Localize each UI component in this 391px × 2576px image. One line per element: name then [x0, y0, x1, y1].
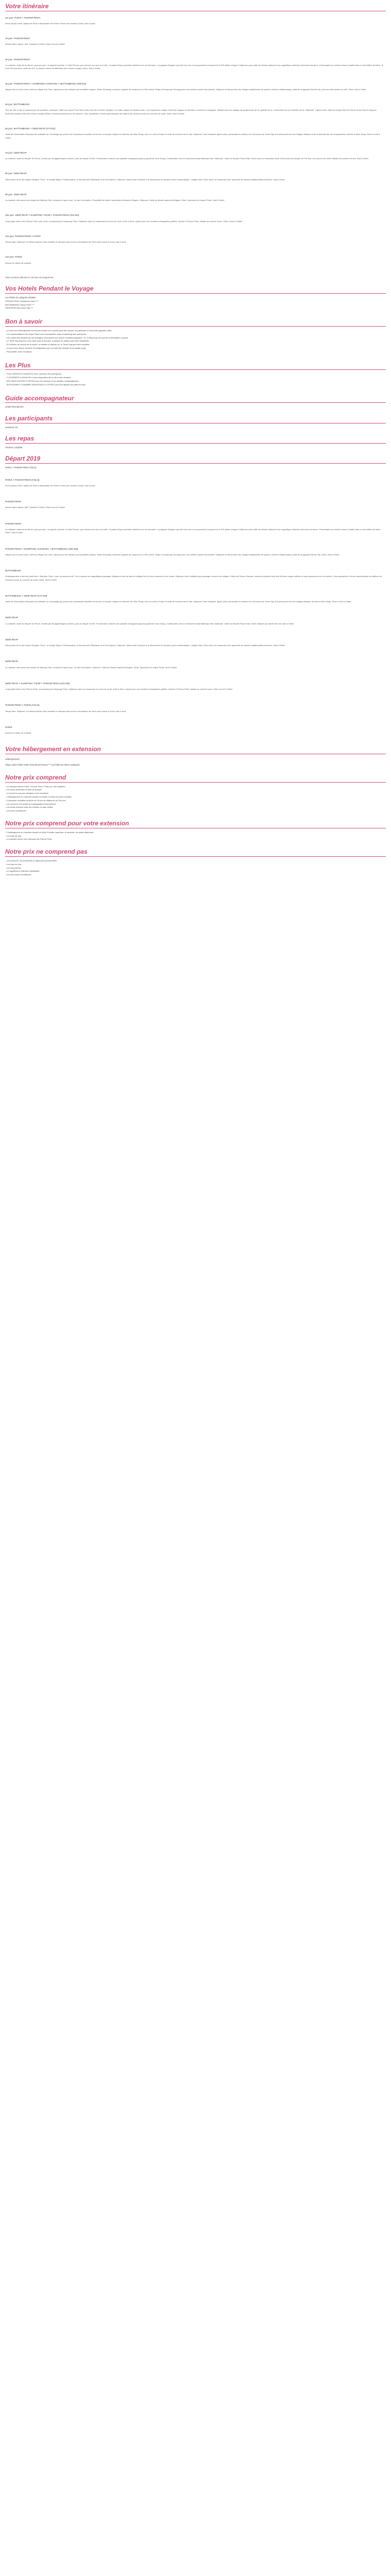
departure-day-title: PARIS: [5, 725, 12, 728]
itinerary-day: [5, 193, 386, 202]
itinerary-day: [5, 255, 386, 265]
good-to-know-item: - En fonction du niveau de la rivière, la balade en bateau sur le Tonlé Sap peut être modifiée.: [5, 343, 90, 346]
departure-day-text: Envol depuis Paris, départ de Paris à destination de Phnom Penh avec escale à Doha. Nuit à bord.: [5, 484, 96, 487]
good-to-know-item: - Le choix de l'hébergement est souvent limité et le confort peut être simple, en particulier à l'écart des grandes villes.: [5, 329, 112, 332]
day-title: 1er jour: PARIS > PHNOM PENH: [5, 16, 40, 19]
day-title: 2e jour: PHNOM PENH: [5, 37, 30, 40]
good-to-know-item: - Les visites des temples du site d'Angkor nécessitent une bonne condition physique : il y a beaucoup de marche et d'escaliers à gravir.: [5, 336, 129, 339]
departure-day-text: La matinée, découverte du temple de Banteay Srei, construit en grès rose. Un site d'exception. Déjeuner. Visite du Musée national d'Angkor. Dîner. Spectacle du cirque Phare. Nuit à l'hôtel.: [5, 666, 177, 669]
departure-day: [5, 500, 386, 510]
price-extension-list: [5, 831, 386, 841]
departure-day-text: Temps libre. Déjeuner. En début d'après-midi, transfert à l'aéroport puis envol à destination de Paris avec transit à Doha. Nuit à bord.: [5, 709, 126, 713]
plus-title: Les Plus: [5, 362, 386, 370]
departure-day-text: Embarquement à bord du petit train « Bamboo Train » pour un parcours de 7 km à travers de magnifiques paysages. Balade en tuk-tuk dans le village Kim Kol pour observer la vie rurale. Déjeuner chez l'habitant puis passage à travers les villages. Visite de Phnom Sampov, ancienne position forte des Khmers rouges offrant un beau panorama sur les rizières. Vous assisterez à l'envol spectaculaire de millions de chauves-souris au coucher du soleil. Dîner. Nuit à l'hôtel.: [5, 575, 382, 581]
day-text: La matinée, visite du temple Ta Phrom, envahi par de gigantesques racines, puis du temple Ta Nei. Promenade à travers une paisible campagne jusqu'au grand lac Sras Srang. Continuation vers le charmant temple Banteay Kdei. Déjeuner. Visite du temple Preah Khan. Dîner dans un restaurant local. Découverte du temple de Pre Rup. Au coucher du soleil. Balade au marché de nuit. Nuit à l'hôtel.: [5, 157, 369, 160]
good-to-know-section: [5, 318, 386, 353]
itinerary-day: [5, 172, 386, 181]
price-excludes-list: [5, 859, 386, 877]
departure-day-title: PHNOM PENH > KOMPONG CHHNANG > BATTAMBANG (290 KM): [5, 547, 78, 550]
departure-day: [5, 594, 386, 604]
good-to-know-title: Bon à savoir: [5, 318, 386, 327]
itinerary-day: [5, 16, 386, 26]
plus-item: - TOUS DÉPARTS GARANTIS avec minimum de participants.: [5, 372, 62, 376]
price-extension-item: - Le transfert retour vers l'aéroport de Phnom Penh.: [5, 838, 53, 841]
itinerary-section: [5, 3, 386, 279]
guide-title: Guide accompagnateur: [5, 395, 386, 403]
plus-item: - DES RENCONTRES FORTES avec les artisans et les familles cambodgiennes.: [5, 379, 79, 382]
price-includes-item: - Les services d'un guide accompagnateur francophone.: [5, 802, 57, 805]
departure-day: [5, 682, 386, 691]
extension-hotel-text: Séjour dans l'hôtel Hotel Chris Beach Resort *** (ou hôtel de même catégorie): [5, 764, 80, 767]
day-title: 6e jour: BATTAMBANG > SIEM REAP (173 km): [5, 127, 56, 130]
departure-day: [5, 522, 386, 535]
price-excludes-item: - Les boissons, les pourboires et dépenses personnelles.: [5, 859, 57, 862]
price-includes-item: - La pension complète du dîner du 2e jour au déjeuner du 11e jour.: [5, 799, 67, 802]
departure-day-title: SIEM REAP: [5, 638, 19, 641]
itinerary-day: [5, 82, 386, 92]
price-extension-item: - Les frais de visa.: [5, 834, 22, 837]
meals-text: Pension complète.: [5, 446, 23, 449]
hotels-list: [5, 300, 386, 310]
hotels-title: Vos Hotels Pendant le Voyage: [5, 285, 386, 294]
day-title: 9e jour: SIEM REAP: [5, 193, 27, 196]
day-text: Visite de l'Association française de solidarité au Cambodge qui permet de nombreuses familles de trouver un emploi. Départ en direction de Siem Reap, avec un arrêt à Psaut et visite de la ferme de la Soie. Déjeuner chez l'habitant. Après-midi, promenade en bateau sur l'immense lac Tonlé Sap à la découverte de ses villages flottants et de la diversité de ses écosystèmes. Arrivée à Siem Reap. Dîner et nuit à l'hôtel.: [5, 133, 380, 139]
departure-day: [5, 659, 386, 669]
day-text: Long trajet retour vers Phnom Penh avec arrêt, en passant par Kampong Thom. Déjeuner dans un restaurant en cours de route. Arrêt à Skun, réputé pour ses vendeurs d'araignées grillées. Arrivée à Phnom Penh, balade au marché russe. Dîner et nuit à l'hôtel.: [5, 219, 243, 223]
price-includes-section: [5, 774, 386, 813]
day-text: Tour de ville à vélo en passant par les quartiers coloniaux. Visite du marché Psar Nat et des rives de la rivière Sangker. Le matin, départ en bamboo train : une expérience unique à bord de wagons en bambou à travers la campagne. Balade dans les villages de producteurs de riz, galette de riz, vermicelles de riz et feuilles de riz. Déjeuner. L'après-midi, visite du temple Wat Ek Phnom et de Phnom Sampov, ancienne position forte des Khmers rouges offrant un beau panorama sur les rizières. Vous assisterez à l'envol spectaculaire de millions de chauves-souris au coucher du soleil. Dîner. Nuit à l'hôtel.: [5, 109, 377, 115]
plus-list: [5, 372, 386, 386]
extension-hotel-title: Votre hébergement en extension: [5, 746, 386, 754]
itinerary-day: [5, 151, 386, 161]
price-includes-item: - Le circuit en autocar climatisé et les transferts.: [5, 792, 49, 795]
day-title: 8e jour: SIEM REAP: [5, 172, 27, 175]
departure-title: Départ 2019: [5, 455, 386, 464]
departure-day-title: SIEM REAP: [5, 616, 19, 619]
departure-day-title: PARIS > PHNOM PENH (VOLS): [5, 478, 40, 481]
plus-item: - SUPPLÉMENT CHAMBRE INDIVIDUELLE OFFERT pour les départs de juillet et août.: [5, 383, 86, 386]
departure-day-text: La matinée, visite du temple Ta Phrom, envahi par de gigantesques racines, puis du temple Ta Nei. Promenade à travers une paisible campagne jusqu'au grand lac Sras Srang. Continuation vers le charmant temple Banteay Kdei. Déjeuner. Visite du temple Preah Khan. Dîner. Balade au marché de nuit. Nuit à l'hôtel.: [5, 622, 295, 625]
departure-day: [5, 547, 386, 557]
participants-title: Les participants: [5, 415, 386, 423]
price-excludes-item: - Le supplément chambre individuelle.: [5, 870, 40, 873]
good-to-know-item: - Le port d'une tenue correcte est obligatoire pour la visite des temples et du palais royal.: [5, 346, 87, 349]
departure-day-text: Visite de l'Association française de solidarité au Cambodge qui permet de nombreuses familles de trouver un emploi. Départ en direction de Siem Reap, avec un arrêt à Psaut et visite de la ferme de la Soie. Déjeuner chez l'habitant. Après-midi, promenade en bateau sur l'immense lac Tonlé Sap à la découverte de ses villages flottants. Arrivée à Siem Reap. Dîner et nuit à l'hôtel.: [5, 600, 352, 603]
day-title: 7e jour: SIEM REAP: [5, 151, 27, 154]
extension-hotel-section: [5, 746, 386, 767]
page: [0, 0, 391, 887]
day-title: 11e jour: PHNOM PENH > PARIS: [5, 234, 41, 238]
guide-text: Guide francophone.: [5, 405, 24, 409]
price-excludes-item: - Les assurances.: [5, 866, 22, 869]
departure-route: PARIS > PHNOM PENH (VOLS): [5, 466, 37, 469]
extension-hotel-subtitle: Hébergement: [5, 758, 20, 761]
departure-day-text: Arrivée dans l'après-midi. Transfert à l'hôtel. Dîner et nuit à l'hôtel.: [5, 506, 66, 509]
departure-day: [5, 616, 386, 625]
departure-day-title: SIEM REAP: [5, 660, 19, 663]
price-includes-item: - Les droits d'entrée dans les musées et sites visités.: [5, 806, 54, 809]
guide-section: [5, 395, 386, 409]
price-extension-section: [5, 820, 386, 841]
day-text: La matinée, visite de la ville en cyclo-pousse : le quartier colonial ; le Wat Phnom, qui a donné son nom à la ville ; le palais Royal, première résidence du roi Norodom ; la pagode d'Argent, qui doit son nom à son pavement composé de 5 000 dalles d'argent. Déjeuner, puis visite du Musée national et sa magnifique collection d'oeuvres khmères. Promenade au marché central, installé dans un bel édifice Art déco. À la fin de la journée, visite de S21, le sinistre centre de détention des Khmers rouges. Dîner. Nuit à l'hôtel.: [5, 63, 383, 70]
itinerary-day: [5, 58, 386, 71]
itinerary-closing-note: Votre aventure démarre le 13e jour du programme.: [5, 276, 54, 279]
day-title: 12e jour: PARIS: [5, 256, 22, 259]
day-text: Arrivée dans l'après-midi. Transfert à l'hôtel. Dîner et nuit à l'hôtel.: [5, 43, 66, 46]
price-includes-list: [5, 785, 386, 813]
departure-day-title: PHNOM PENH > PARIS (VOLS): [5, 704, 40, 707]
price-includes-title: Notre prix comprend: [5, 774, 386, 783]
day-title: 5e jour: BATTAMBANG: [5, 103, 30, 106]
departure-day-title: BATTAMBANG > SIEM REAP (173 KM): [5, 594, 47, 597]
plus-item: - 3 JOURNÉES À ANGKOR à votre disposition de la cité et des temples.: [5, 376, 72, 379]
departure-day: [5, 638, 386, 648]
hotel-item: PHNOM PENH Cardamom Hotel ***: [5, 299, 39, 302]
price-extension-title: Notre prix comprend pour votre extension: [5, 820, 386, 828]
itinerary-day: [5, 234, 386, 244]
price-extension-item: - L'hébergement en chambre double en hôtel 3 étoiles supérieur, le transfert, les petits-déjeuners.: [5, 831, 94, 834]
departure-day-text: Arrivée en début de matinée.: [5, 732, 32, 735]
departure-day-text: La matinée, visite de la ville en cyclo-pousse : le quartier colonial ; le Wat Phnom, qui a donné son nom à la ville ; le palais Royal, première résidence du roi Norodom ; la pagode d'Argent, qui doit son nom à son pavement composé de 5 000 dalles d'argent. Déjeuner, puis visite du Musée national et sa magnifique collection d'oeuvres khmères. Promenade au marché central, installé dans un bel édifice Art déco. Dîner. Nuit à l'hôtel.: [5, 528, 381, 534]
itinerary-title: Votre itinéraire: [5, 3, 386, 11]
participants-section: [5, 415, 386, 429]
departure-day: [5, 703, 386, 713]
day-text: La matinée, découverte du temple de Banteay Srei, construit en grès rose. Un site d'exception. Possibilité de visiter l'association Artisans d'Angkor. Déjeuner. Visite du Musée national d'Angkor. Dîner. Spectacle du cirque Phare. Nuit à l'hôtel.: [5, 199, 225, 202]
day-text: Départ vers le nord-ouest. Arrêt au village Kok Chin, réputé pour ses artisans qui travaillent l'argent. Visite d'Oudong, ancienne capitale du royaume au XVIIe siècle. Étape à Kompong Chhnang pour son célèbre marché de poteries. Déjeuner et découverte des villages traditionnels de potiers. Arrivée à Battambang, visite de la pagode Damrei Sar, puis tour découverte en ville. Dîner. Nuit à l'hôtel.: [5, 88, 367, 91]
price-includes-item: - Les taxes aériennes et frais de dossier.: [5, 788, 42, 791]
day-title: 3e jour: PHNOM PENH: [5, 58, 30, 61]
price-excludes-title: Notre prix ne comprend pas: [5, 849, 386, 857]
departure-day-text: Long trajet retour vers Phnom Penh, en passant par Kampong Thom. Déjeuner dans un restaurant en cours de route. Arrêt à Skun, réputé pour ses vendeurs d'araignées grillées. Arrivée à Phnom Penh, balade au marché russe. Dîner et nuit à l'hôtel.: [5, 688, 233, 691]
hotel-item: SIEM REAP Bou Savy Villa ***: [5, 307, 34, 310]
departure-day-title: BATTAMBANG: [5, 569, 21, 572]
departure-day: [5, 725, 386, 735]
day-text: Découverte de la cité royale d'Angkor Thom : le temple Bayon, Phimeanakas, la terrasse des Éléphants et du Roi lépreux. Déjeuner. Après-midi consacré à la découverte du temple le plus emblématique : Angkor Wat. Dîner dans un restaurant avec spectacle de danses traditionnelles khmères. Nuit à l'hôtel.: [5, 178, 285, 181]
price-includes-item: - Les tours mentionnés.: [5, 809, 27, 812]
departure-section: [5, 455, 386, 735]
departure-day-text: Départ vers le nord-ouest. Arrêt au village Kok Chin, réputé pour ses artisans qui travaillent l'argent. Visite d'Oudong, ancienne capitale du royaume au XVIIe siècle. Étape à Kompong Chhnang pour son célèbre marché de poteries. Déjeuner et découverte des villages traditionnels de potiers. Arrivée à Battambang, visite de la pagode Damrei Sar. Dîner. Nuit à l'hôtel.: [5, 553, 340, 556]
good-to-know-list: [5, 329, 386, 354]
itinerary-day: [5, 127, 386, 140]
meals-section: [5, 435, 386, 449]
departure-day-title: PHNOM PENH: [5, 500, 22, 503]
price-excludes-item: - Les excursions facultatives.: [5, 873, 32, 876]
departure-day: [5, 569, 386, 582]
departure-day-text: Découverte de la cité royale d'Angkor Thom : le temple Bayon, Phimeanakas, la terrasse des Éléphants et du Roi lépreux. Déjeuner. Après-midi consacré à la découverte du temple le plus emblématique : Angkor Wat. Dîner dans un restaurant avec spectacle de danses traditionnelles khmères. Nuit à l'hôtel.: [5, 644, 285, 647]
price-excludes-item: - Les frais de visa.: [5, 862, 22, 866]
hotels-intro: Les hôtels de catégorie similaire: [5, 296, 36, 299]
itinerary-day: [5, 103, 386, 115]
hotels-section: [5, 285, 386, 310]
departure-day-title: PHNOM PENH: [5, 522, 22, 525]
day-title: 10e jour: SIEM REAP > KAMPONG THOM > PHNOM PENH (315 km): [5, 214, 79, 217]
departure-day: [5, 478, 386, 488]
day-text: Temps libre. Déjeuner. En début d'après-midi, transfert à l'aéroport puis envol à destination de Paris avec transit à Doha. Nuit à bord.: [5, 241, 126, 244]
price-includes-item: - Le transport aérien Paris / Phnom Penh / Paris sur vols réguliers.: [5, 785, 66, 788]
day-text: Envol depuis Paris, départ de Paris à destination de Phnom Penh avec escale à Doha. Nuit à bord.: [5, 22, 96, 25]
good-to-know-item: - Ponctualité, nous comptons.: [5, 350, 32, 353]
itinerary-day: [5, 213, 386, 223]
meals-title: Les repas: [5, 435, 386, 444]
price-excludes-section: [5, 849, 386, 877]
good-to-know-item: - Les représentations de cirque Phare sont susceptibles selon le planning des spectacles.: [5, 332, 87, 335]
itinerary-day: [5, 37, 386, 46]
participants-text: maximum 18: [5, 426, 18, 429]
day-title: 4e jour: PHNOM PENH > KOMPONG CHHNANG > BATTAMBANG (290 km): [5, 82, 87, 85]
price-includes-item: - L'hébergement en chambre double en hôtels 3 étoiles (normes locales).: [5, 795, 72, 799]
departure-day-title: SIEM REAP > KAMPONG THOM > PHNOM PENH (315 KM): [5, 682, 70, 685]
day-text: Arrivée en début de matinée.: [5, 261, 32, 264]
good-to-know-item: - Le Tonlé Sap étant en crue entre août et octobre, la balade en bateau peut être remplacée.: [5, 340, 90, 343]
plus-section: [5, 362, 386, 387]
hotel-item: BATTAMBANG Classy Hotel ***: [5, 303, 35, 306]
